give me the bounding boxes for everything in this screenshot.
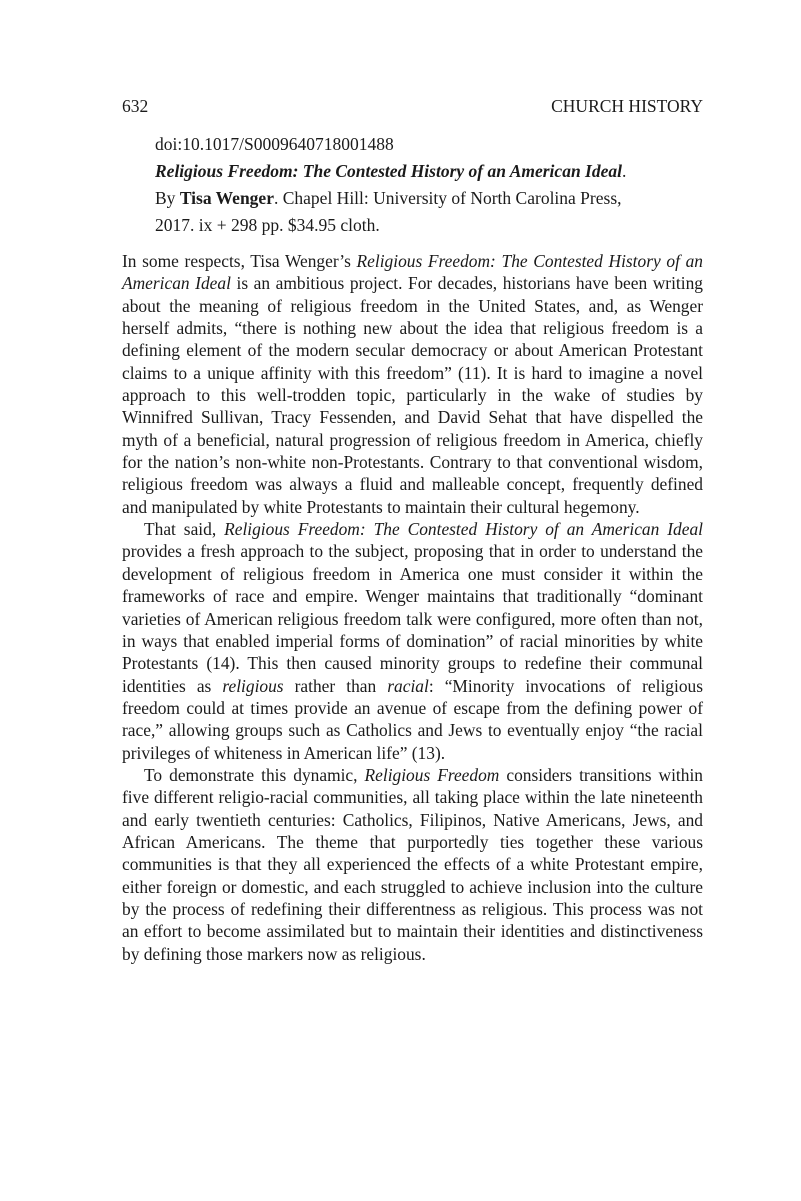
review-paragraph-2: That said, Religious Freedom: The Contested History of an American Ideal provides a fresh approach to the subject, proposing that in order to understand the development of religious freedom in America one must consider it within the frameworks of race and empire. Wenger maintains that traditionally “dominant varieties of American religious freedom talk were configured, more often than not, in ways that enabled imperial forms of domination” of racial minorities by white Protestants (14). This then caused minority groups to redefine their communal identities as religious rather than racial: “Minority invocations of religious freedom could at times provide an avenue of escape from the defining power of race,” allowing groups such as Catholics and Jews to eventually enjoy “the racial privileges of whiteness in American life” (13). <box>122 519 703 763</box>
byline: By Tisa Wenger. Chapel Hill: University of North Carolina Press, <box>155 188 622 208</box>
journal-page <box>122 96 703 965</box>
review-paragraph-1: In some respects, Tisa Wenger’s Religious Freedom: The Contested History of an American Ideal is an ambitious project. For decades, historians have been writing about the meaning of religious freedom in the United States, and, as Wenger herself admits, “there is nothing new about the idea that religious freedom is a defining element of the modern secular democracy or about American Protestant claims to a unique affinity with this freedom” (11). It is hard to imagine a novel approach to this well-trodden topic, particularly in the wake of studies by Winnifred Sullivan, Tracy Fessenden, and David Sehat that have dispelled the myth of a beneficial, natural progression of religious freedom in America, chiefly for the nation’s non-white non-Protestants. Contrary to that conventional wisdom, religious freedom was always a fluid and malleable concept, frequently defined and manipulated by white Protestants to maintain their cultural hegemony. <box>122 251 703 517</box>
citation-block <box>155 131 703 239</box>
journal-title: CHURCH HISTORY <box>551 96 703 116</box>
book-title-line: Religious Freedom: The Contested History of an American Ideal. <box>155 161 627 181</box>
doi-line: doi:10.1017/S0009640718001488 <box>155 134 394 154</box>
page-number: 632 <box>122 96 149 116</box>
review-body <box>122 250 703 965</box>
review-paragraph-3: To demonstrate this dynamic, Religious Freedom considers transitions within five different religio-racial communities, all taking place within the late nineteenth and early twentieth centuries: Catholics, Filipinos, Native Americans, Jews, and African Americans. The theme that purportedly ties together these various communities is that they all experienced the effects of a white Protestant empire, either foreign or domestic, and each struggled to achieve inclusion into the culture by the process of redefining their differentness as religious. This process was not an effort to become assimilated but to maintain their identities and distinctiveness by defining those markers now as religious. <box>122 764 703 964</box>
running-head <box>122 96 703 116</box>
publication-line: 2017. ix + 298 pp. $34.95 cloth. <box>155 215 380 235</box>
